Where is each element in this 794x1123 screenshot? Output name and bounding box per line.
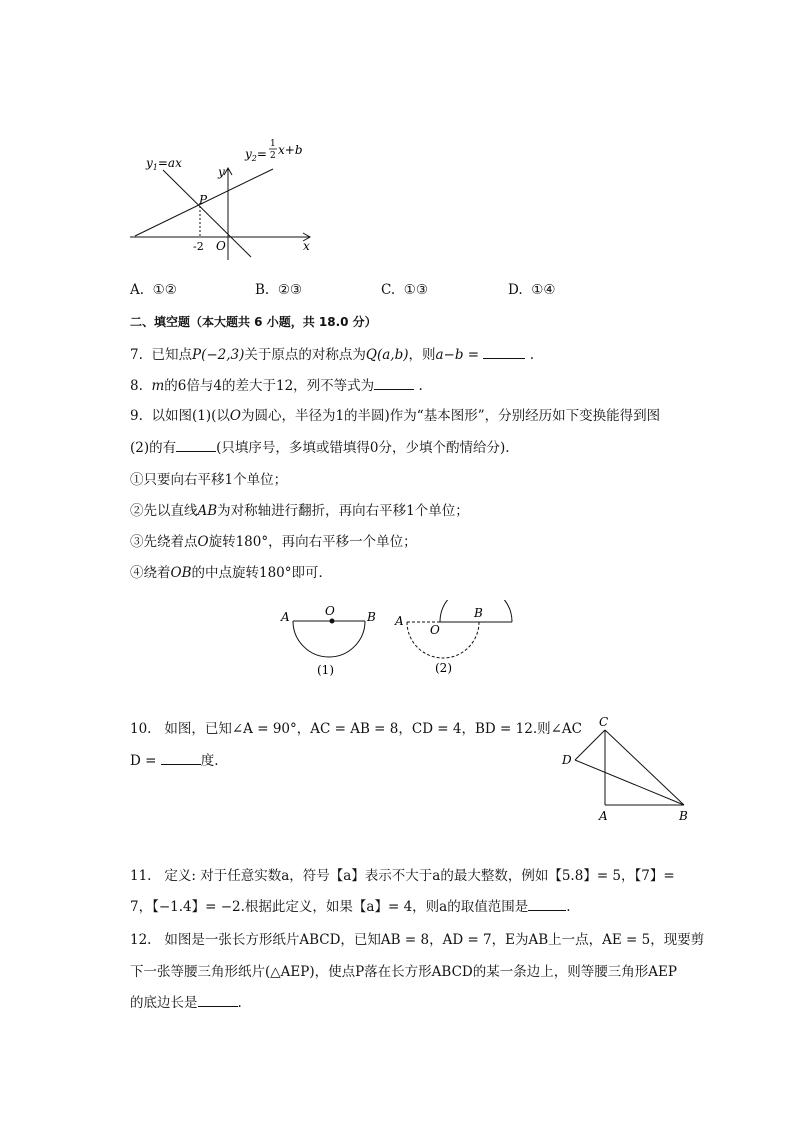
question-7: 7. 已知点P(−2,3)关于原点的对称点为Q(a,b)，则a−b = . bbox=[130, 347, 534, 363]
question-8: 8. m的6倍与4的差大于12，列不等式为 . bbox=[130, 378, 423, 394]
answer-blank-q9[interactable] bbox=[176, 450, 216, 452]
option-c[interactable]: C. ①③ bbox=[381, 282, 428, 298]
question-11-line-1: 11. 定义: 对于任意实数a，符号【a】表示不大于a的最大整数，例如【5.8】= 5，【7】= bbox=[130, 868, 675, 884]
answer-blank-q10[interactable] bbox=[161, 763, 201, 765]
statement-4: ④绕着OB的中点旋转180°即可． bbox=[130, 565, 333, 581]
fig1-semicircle bbox=[293, 621, 365, 657]
question-10-line-2: D = 度. bbox=[130, 753, 219, 769]
answer-options bbox=[130, 282, 690, 300]
label-y2-fraction-den: 2 bbox=[270, 151, 276, 161]
section-heading: 二、填空题（本大题共 6 小题，共 18.0 分） bbox=[130, 315, 377, 329]
label-y2-fraction-num: 1 bbox=[270, 139, 276, 149]
label-axis-y: y bbox=[218, 165, 225, 179]
fig1-label-b: B bbox=[367, 610, 376, 624]
label-y2-rest: x+b bbox=[278, 143, 303, 157]
answer-blank-q12[interactable] bbox=[198, 1005, 238, 1007]
fig1-label-o: O bbox=[325, 604, 335, 618]
question-9-line-1: 9. 以如图(1)(以O为圆心，半径为1的半圆)作为“基本图形”，分别经历如下变换能得到图 bbox=[130, 408, 661, 424]
triangle-figure bbox=[556, 712, 696, 827]
segment-cd bbox=[575, 730, 605, 760]
label-a: A bbox=[599, 809, 608, 823]
linear-functions-graph bbox=[125, 138, 325, 263]
semicircle-figures bbox=[270, 600, 530, 685]
label-origin: O bbox=[216, 239, 226, 253]
option-d[interactable]: D. ①④ bbox=[508, 282, 556, 298]
label-b: B bbox=[679, 809, 688, 823]
label-d: D bbox=[562, 753, 572, 767]
question-12-line-1: 12. 如图是一张长方形纸片ABCD，已知AB = 8，AD = 7，E为AB上一点，AE = 5，现要剪 bbox=[130, 932, 705, 948]
question-10-line-1: 10. 如图，已知∠A = 90°，AC = AB = 8，CD = 4，BD = 12.则∠AC bbox=[130, 721, 583, 737]
fig2-label-b: B bbox=[474, 606, 483, 620]
label-y2: $y_2=$ bbox=[245, 147, 267, 163]
question-9-line-2: (2)的有 (只填序号，多填或错填得0分，少填个酌情给分). bbox=[130, 440, 510, 456]
label-y1: $y_1=ax$ bbox=[146, 156, 182, 172]
question-12-line-3: 的底边长是 . bbox=[130, 995, 242, 1011]
label-point-p: P bbox=[199, 193, 208, 207]
fig2-label-o: O bbox=[430, 623, 440, 637]
fig2-caption: (2) bbox=[435, 661, 452, 675]
option-b[interactable]: B. ②③ bbox=[255, 282, 303, 298]
statement-2: ②先以直线AB为对称轴进行翻折，再向右平移1个单位； bbox=[130, 503, 469, 519]
fig1-center-point bbox=[330, 619, 335, 624]
label-axis-x: x bbox=[303, 239, 310, 253]
question-12-line-2: 下一张等腰三角形纸片(△AEP)，使点P落在长方形ABCD的某一条边上，则等腰三角形AEP bbox=[130, 964, 677, 980]
fig2-label-a: A bbox=[395, 614, 404, 628]
question-11-line-2: 7，【−1.4】= −2.根据此定义，如果【a】= 4，则a的取值范围是 . bbox=[130, 899, 571, 915]
line-y1 bbox=[163, 170, 251, 257]
answer-blank-q8[interactable] bbox=[374, 388, 414, 390]
option-a[interactable]: A. ①② bbox=[130, 282, 177, 298]
segment-cb bbox=[605, 730, 684, 805]
fig1-label-a: A bbox=[281, 610, 290, 624]
answer-blank-q7[interactable] bbox=[483, 357, 525, 359]
statement-1: ①只要向右平移1个单位； bbox=[130, 472, 288, 488]
fig1-caption: (1) bbox=[317, 663, 334, 677]
label-tick-minus-2: -2 bbox=[193, 240, 204, 253]
fig2-dashed-semicircle bbox=[407, 622, 479, 658]
segment-db bbox=[575, 760, 684, 805]
label-c: C bbox=[599, 715, 609, 729]
answer-blank-q11[interactable] bbox=[528, 909, 566, 911]
statement-3: ③先绕着点O旋转180°，再向右平移一个单位； bbox=[130, 534, 417, 550]
